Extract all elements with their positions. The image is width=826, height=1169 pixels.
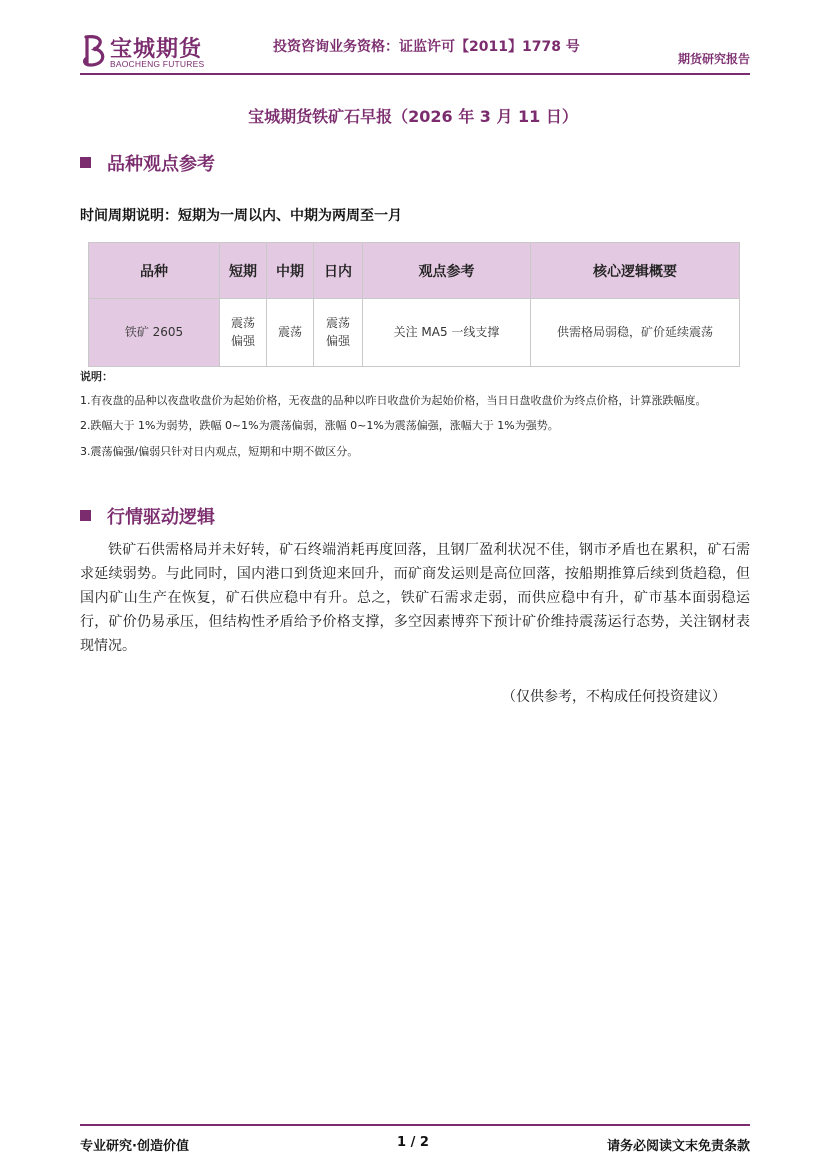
cell-logic: 供需格局弱稳，矿价延续震荡 bbox=[531, 299, 740, 367]
baocheng-logo-icon bbox=[80, 34, 108, 68]
footer-disclaimer-link[interactable]: 请务必阅读文末免责条款 bbox=[606, 1139, 750, 1154]
square-bullet-icon bbox=[80, 510, 91, 521]
cell-short-term-line2: 偏强 bbox=[230, 333, 255, 348]
cell-mid-term: 震荡 bbox=[267, 299, 314, 367]
section-heading-market-drivers bbox=[80, 503, 215, 529]
col-header-intraday: 日内 bbox=[314, 243, 363, 299]
note-item: 3.震荡偏强/偏弱只针对日内观点，短期和中期不做区分。 bbox=[80, 445, 359, 459]
views-table bbox=[88, 242, 740, 367]
cell-intraday-line2: 偏强 bbox=[325, 333, 350, 348]
report-type-label: 期货研究报告 bbox=[677, 52, 750, 66]
note-item: 1.有夜盘的品种以夜盘收盘价为起始价格，无夜盘的品种以昨日收盘价为起始价格，当日日盘收盘价为终点价格，计算涨跌幅度。 bbox=[80, 393, 707, 407]
cell-short-term-line1: 震荡 bbox=[230, 316, 255, 331]
cell-short-term bbox=[220, 299, 267, 367]
notes-block bbox=[80, 368, 750, 462]
cell-view: 关注 MA5 一线支撑 bbox=[363, 299, 531, 367]
col-header-mid-term: 中期 bbox=[267, 243, 314, 299]
cell-intraday bbox=[314, 299, 363, 367]
section-heading-text: 行情驱动逻辑 bbox=[107, 507, 215, 528]
table-header-row bbox=[89, 243, 740, 299]
square-bullet-icon bbox=[80, 157, 91, 168]
col-header-logic: 核心逻辑概要 bbox=[531, 243, 740, 299]
cell-variety: 铁矿 2605 bbox=[89, 299, 220, 367]
col-header-view: 观点参考 bbox=[363, 243, 531, 299]
table-row bbox=[89, 299, 740, 367]
header-divider bbox=[80, 73, 750, 75]
company-logo bbox=[80, 32, 210, 72]
page-number: 1 / 2 bbox=[397, 1135, 429, 1150]
col-header-variety: 品种 bbox=[89, 243, 220, 299]
section-heading-variety-views bbox=[80, 150, 215, 176]
note-item: 2.跌幅大于 1%为弱势，跌幅 0~1%为震荡偏弱，涨幅 0~1%为震荡偏强，涨幅大于 1%为强势。 bbox=[80, 419, 559, 433]
section-heading-text: 品种观点参考 bbox=[107, 154, 215, 175]
col-header-short-term: 短期 bbox=[220, 243, 267, 299]
notes-title: 说明： bbox=[80, 370, 113, 383]
cell-intraday-line1: 震荡 bbox=[325, 316, 350, 331]
page-header bbox=[80, 32, 750, 74]
license-statement: 投资咨询业务资格：证监许可【2011】1778 号 bbox=[273, 39, 580, 55]
period-note: 时间周期说明：短期为一周以内、中期为两周至一月 bbox=[80, 208, 402, 224]
logo-english-name: BAOCHENG FUTURES bbox=[110, 59, 205, 69]
report-title: 宝城期货铁矿石早报（2026 年 3 月 11 日） bbox=[248, 107, 578, 126]
footer-divider bbox=[80, 1124, 750, 1126]
disclaimer-text: （仅供参考，不构成任何投资建议） bbox=[502, 689, 726, 705]
market-analysis-paragraph: 铁矿石供需格局并未好转，矿石终端消耗再度回落，且钢厂盈利状况不佳，钢市矛盾也在累积，矿石需求延续弱势。与此同时，国内港口到货迎来回升，而矿商发运则是高位回落，按船期推算后续到货趋稳，但国内矿山生产在恢复，矿石供应稳中有升。总之，铁矿石需求走弱，而供应稳中有升，矿市基本面弱稳运行，矿价仍易承压，但结构性矛盾给予价格支撑，多空因素博弈下预计矿价维持震荡运行态势，关注钢材表现情况。 bbox=[80, 542, 750, 655]
footer-slogan: 专业研究·创造价值 bbox=[80, 1139, 189, 1154]
logo-chinese-name: 宝城期货 bbox=[110, 36, 203, 62]
